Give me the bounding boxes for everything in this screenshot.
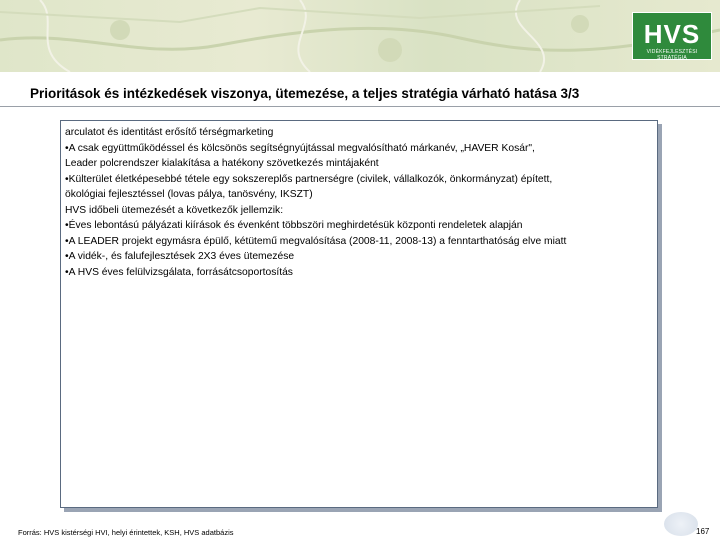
map-background [0, 0, 720, 72]
header-banner [0, 0, 720, 72]
content-line: HVS időbeli ütemezését a következők jellemzik: [65, 204, 284, 216]
page-number: 167 [696, 527, 710, 536]
page-title: Prioritások és intézkedések viszonya, ütemezése, a teljes stratégia várható hatása 3/3 [30, 86, 580, 101]
title-divider [0, 106, 720, 107]
content-line: •A vidék-, és falufejlesztések 2X3 éves ütemezése [65, 251, 295, 262]
content-line: Leader polcrendszer kialakítása a hatékony szövetkezés mintájaként [65, 158, 379, 169]
content-box [60, 120, 658, 508]
hvs-logo [632, 12, 712, 60]
content-line: arculatot és identitást erősítő térségmarketing [65, 127, 274, 138]
logo-caption: VIDÉKFEJLESZTÉSI STRATÉGIA [646, 49, 698, 61]
content-line: •A csak együttműködéssel és kölcsönös segítségnyújtással megvalósítható márkanév, „HAVER Kosár", [65, 142, 535, 154]
logo-text: HVS [643, 19, 701, 49]
content-line: •A LEADER projekt egymásra épülő, kétütemű megvalósítása (2008-11, 2008-13) a fenntarthatóság elve miatt [65, 235, 567, 247]
content-line: •Külterület életképesebbé tétele egy sokszereplős partnerségre (civilek, vállalkozók, önkormányzat) épített, [65, 173, 553, 185]
content-line: •Éves lebontású pályázati kiírások és évenként többszöri meghirdetésük központi rendeletek alapján [65, 220, 523, 231]
content-line: ökológiai fejlesztéssel (lovas pálya, tanösvény, IKSZT) [65, 189, 313, 200]
watermark-emblem [664, 512, 698, 536]
content-line: •A HVS éves felülvizsgálata, forrásátcsoportosítás [65, 266, 293, 278]
footer-source: Forrás: HVS kistérségi HVI, helyi érintettek, KSH, HVS adatbázis [18, 528, 234, 537]
